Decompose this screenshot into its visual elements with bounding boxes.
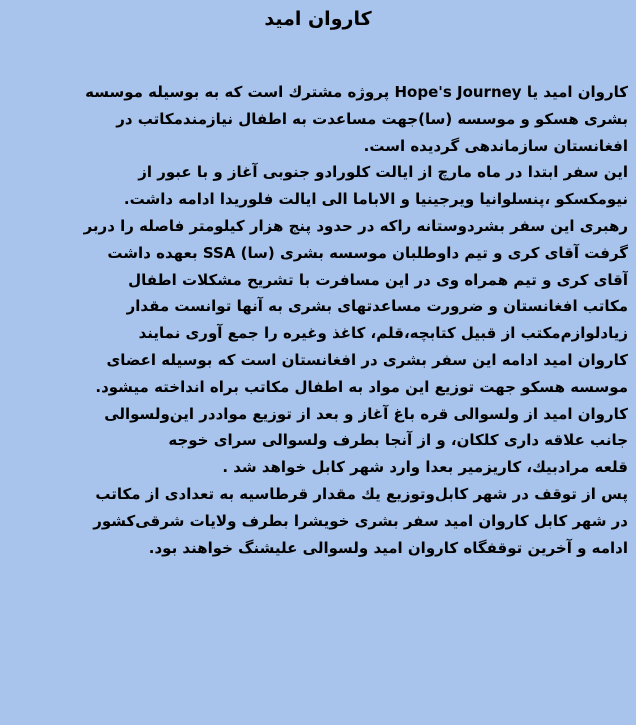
body-line: آقای کری و تیم همراه وی در این مسافرت با تشریح مشکلات اطفال [128, 270, 628, 289]
body-line: رهبری این سفر بشردوستانه راکه در حدود پنج هزار کیلومتر فاصله را دربر [83, 216, 628, 235]
body-line: کاروان امید از ولسوالی قره باغ آغاز و بعد از توزیع مواددر این‌ولسوالی [104, 404, 628, 423]
body-line: افغانستان سازماندهی گردیده است. [363, 136, 628, 155]
body-line: قلعه مرادبیك، کاریزمیر بعدا وارد شهر کابل خواهد شد . [222, 458, 628, 477]
body-line: جانب علاقه داری کلکان، و از آنجا بطرف ولسوالی سرای خوجه [168, 431, 628, 450]
body-line: ادامه و آخرین توقفگاه کاروان امید ولسوالی علیشنگ خواهند بود. [148, 538, 628, 557]
body-line: مکاتب افغانستان و ضرورت مساعدتهای بشری به آنها توانست مقدار [126, 297, 628, 316]
body-line: پس از توقف در شهر کابل‌وتوزیع یك مقدار قرطاسیه به تعدادی از مکاتب [95, 484, 628, 503]
document-body [8, 79, 628, 561]
body-line: کاروان امید ادامه این سفر بشری در افغانستان است که بوسیله اعضای [106, 350, 628, 369]
body-line: زیادلوازم‌مکتب از قبیل کتابچه،قلم، کاغذ وغیره را جمع آوری نمایند [138, 324, 628, 343]
body-line: گرفت آقای کری و تیم داوطلبان موسسه بشری (سا) SSA بعهده داشت [107, 243, 628, 262]
body-line: کاروان امید یا Hope's Journey پروژه مشترك است که به بوسیله موسسه [85, 83, 628, 101]
body-line: این سفر ابتدا در ماه مارچ از ایالت کلورادو جنوبی آغاز و با عبور از [138, 163, 628, 182]
body-line: موسسه هسکو جهت توزیع این مواد به اطفال مکاتب براه انداخته میشود. [95, 377, 628, 396]
body-line: در شهر کابل کاروان امید سفر بشری خویشرا بطرف ولایات شرقی‌کشور [93, 511, 628, 530]
body-line: نیومکسکو ،پنسلوانیا ویرجینیا و الاباما الی ایالت فلوریدا ادامه داشت. [123, 190, 628, 209]
document-title: کاروان امید [264, 8, 372, 30]
body-line: بشری هسکو و موسسه (سا)جهت مساعدت به اطفال نیازمندمکاتب در [116, 109, 628, 128]
